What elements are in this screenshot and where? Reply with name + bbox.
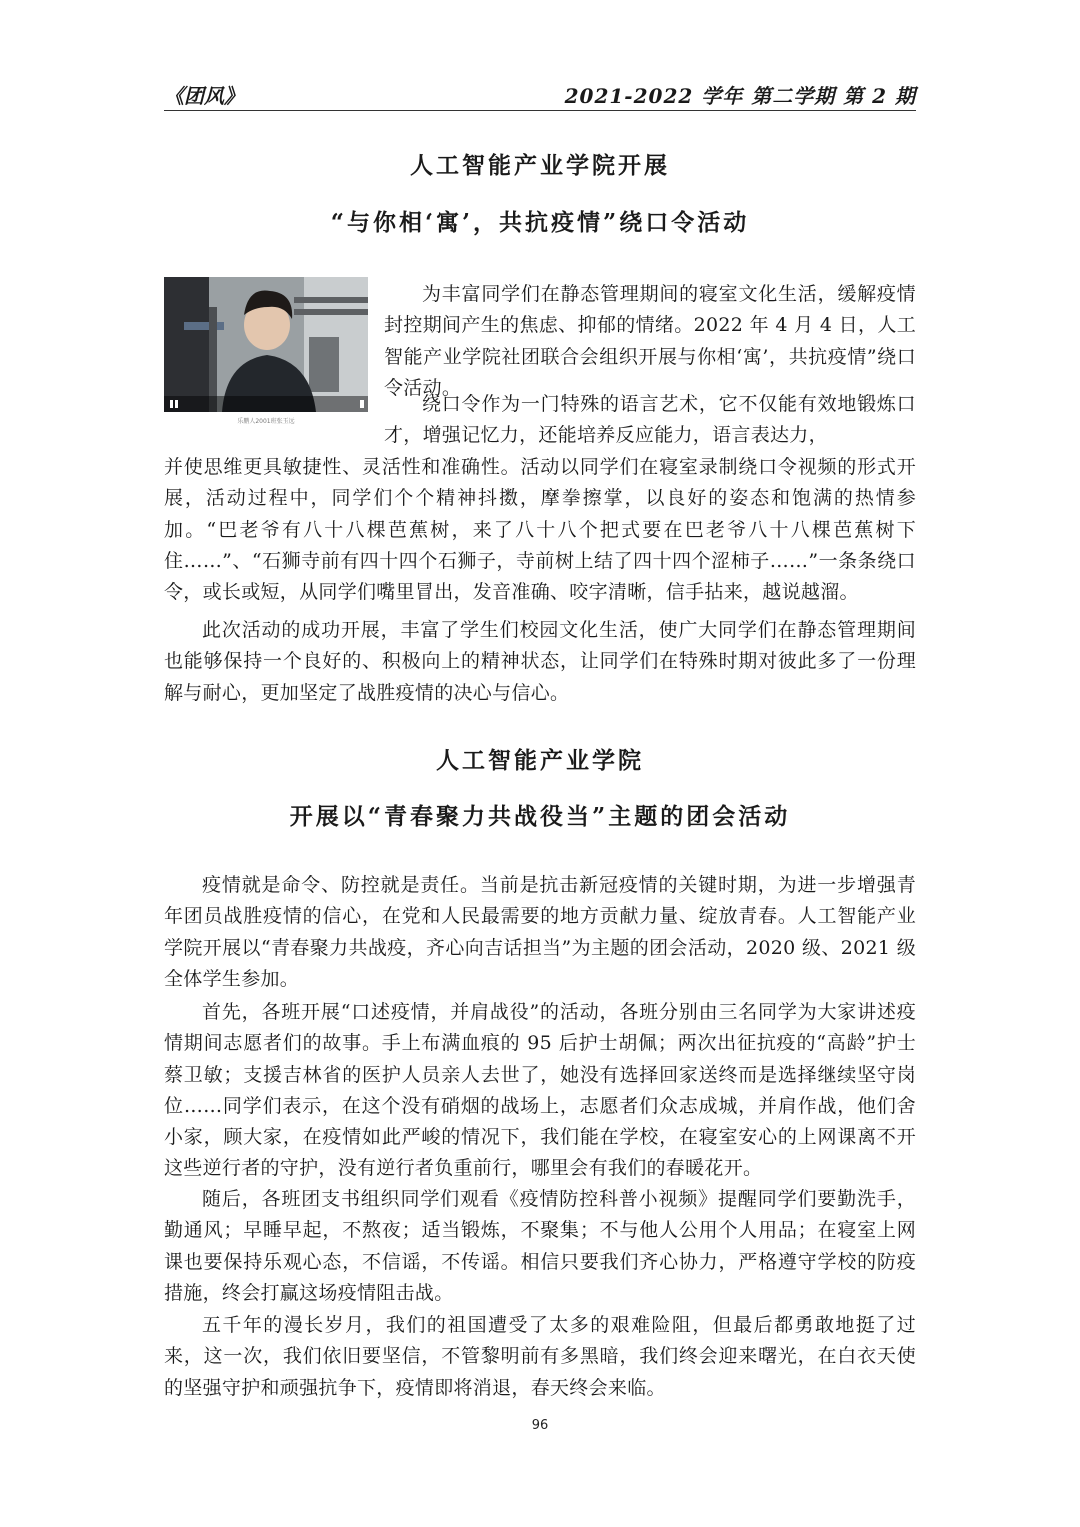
article2-title-line1: 人工智能产业学院: [436, 747, 644, 774]
article2-title-line2: 开展以“青春聚力共战役当”主题的团会活动: [289, 803, 791, 830]
article2-paragraph: 随后，各班团支书组织同学们观看《疫情防控科普小视频》提醒同学们要勤洗手，勤通风；早睡早起，不熬夜；适当锻炼，不聚集；不与他人公用个人用品；在寝室上网课也要保持乐观心态，不信谣，不传谣。相信只要我们齐心协力，严格遵守学校的防疫措施，终会打赢这场疫情阻击战。: [164, 1188, 916, 1304]
page-header: [164, 78, 916, 111]
article1-title-line1: 人工智能产业学院开展: [410, 152, 670, 179]
article1-title-line2: “与你相‘寓’，共抗疫情”绕口令活动: [330, 209, 750, 236]
page-number: 96: [531, 1418, 549, 1433]
issue-info: 2021-2022 学年 第二学期 第 2 期: [564, 84, 916, 108]
journal-name: 《团风》: [164, 84, 244, 108]
article1-paragraph: 绕口令作为一门特殊的语言艺术，它不仅能有效地锻炼口才，增强记忆力，还能培养反应能力，语言表达力，: [384, 393, 916, 447]
article1-paragraph: 并使思维更具敏捷性、灵活性和准确性。活动以同学们在寝室录制绕口令视频的形式开展，活动过程中，同学们个个精神抖擞，摩拳擦掌，以良好的姿态和饱满的热情参加。“巴老爷有八十八棵芭蕉树，来了八十八个把式要在巴老爷八十八棵芭蕉树下住……”、“石狮寺前有四十四个石狮子，寺前树上结了四十四个涩柿子……”一条条绕口令，或长或短，从同学们嘴里冒出，发音准确、咬字清晰，信手拈来，越说越溜。: [164, 456, 916, 604]
article1-paragraph: 此次活动的成功开展，丰富了学生们校园文化生活，使广大同学们在静态管理期间也能够保持一个良好的、积极向上的精神状态，让同学们在特殊时期对彼此多了一份理解与耐心，更加坚定了战胜疫情的决心与信心。: [164, 619, 916, 704]
article2-paragraph: 首先，各班开展“口述疫情，并肩战役”的活动，各班分别由三名同学为大家讲述疫情期间志愿者们的故事。手上布满血痕的 95 后护士胡佩；两次出征抗疫的“高龄”护士蔡卫敏；支援吉林省的医护人员亲人去世了，她没有选择回家送终而是选择继续坚守岗位……同学们表示，在这个没有硝烟的战场上，志愿者们众志成城，并肩作战，他们舍小家，顾大家，在疫情如此严峻的情况下，我们能在学校，在寝室安心的上网课离不开这些逆行者的守护，没有逆行者负重前行，哪里会有我们的春暖花开。: [164, 1001, 916, 1180]
photo-caption: 乐鹏人2001班张玉远: [237, 418, 295, 425]
article2-paragraph: 五千年的漫长岁月，我们的祖国遭受了太多的艰难险阻，但最后都勇敢地挺了过来，这一次，我们依旧要坚信，不管黎明前有多黑暗，我们终会迎来曙光，在白衣天使的坚强守护和顽强抗争下，疫情即将消退，春天终会来临。: [164, 1314, 916, 1399]
article1-paragraph: 为丰富同学们在静态管理期间的寝室文化生活，缓解疫情封控期间产生的焦虑、抑郁的情绪。2022 年 4 月 4 日，人工智能产业学院社团联合会组织开展与你相‘寓’，共抗疫情”绕口令活动。: [384, 283, 916, 399]
video-screenshot-photo: [164, 277, 368, 412]
article2-paragraph: 疫情就是命令、防控就是责任。当前是抗击新冠疫情的关键时期，为进一步增强青年团员战胜疫情的信心，在党和人民最需要的地方贡献力量、绽放青春。人工智能产业学院开展以“青春聚力共战疫，齐心向吉话担当”为主题的团会活动，2020 级、2021 级全体学生参加。: [164, 874, 916, 990]
